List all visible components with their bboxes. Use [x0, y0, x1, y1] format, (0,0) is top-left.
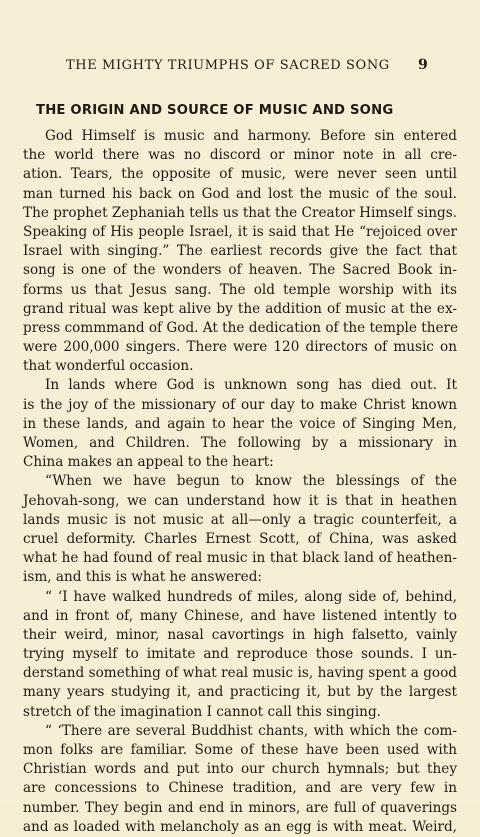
- text-line: trying myself to imitate and reproduce those sounds. I un-: [23, 646, 457, 663]
- text-line: lands music is not music at all—only a tragic counterfeit, a: [23, 511, 457, 528]
- text-line: is the joy of the missionary of our day to make Christ known: [23, 396, 457, 413]
- text-line: China makes an appeal to the heart:: [23, 454, 274, 471]
- text-line: Jehovah-song, we can understand how it is that in heathen: [23, 492, 457, 509]
- text-line: number. They begin and end in minors, are full of quaverings: [23, 799, 457, 816]
- text-line: song is one of the wonders of heaven. The Sacred Book in-: [23, 262, 457, 279]
- text-line: forms us that Jesus sang. The old temple worship with its: [23, 281, 457, 298]
- text-line: press commmand of God. At the dedication of the temple there: [23, 319, 459, 336]
- text-line: derstand something of what real music is, having spent a good: [23, 665, 457, 682]
- text-line: stretch of the imagination I cannot call this singing.: [23, 703, 381, 720]
- text-line: In lands where God is unknown song has died out. It: [45, 377, 457, 394]
- text-line: “When we have begun to know the blessings of the: [45, 473, 457, 490]
- text-line: “ ‘There are several Buddhist chants, with which the com-: [45, 722, 457, 739]
- text-line: Speaking of His people Israel, it is said that He “rejoiced over: [23, 223, 457, 240]
- text-line: and as loaded with melancholy as an egg is with meat. Weird,: [23, 818, 457, 835]
- text-line: man turned his back on God and lost the music of the soul.: [23, 185, 457, 202]
- section-title: THE ORIGIN AND SOURCE OF MUSIC AND SONG: [36, 103, 394, 118]
- text-line: the world there was no discord or minor note in all cre-: [23, 147, 457, 164]
- text-line: are concessions to Chinese tradition, and are very few in: [23, 780, 457, 797]
- text-line: cruel deformity. Charles Ernest Scott, of China, was asked: [23, 530, 457, 547]
- text-line: ation. Tears, the opposite of music, were never seen until: [23, 166, 457, 183]
- body-text: [23, 127, 457, 837]
- text-line: what he had found of real music in that black land of heathen-: [23, 550, 457, 567]
- page-number: 9: [418, 57, 428, 73]
- text-line: Women, and Children. The following by a missionary in: [23, 435, 457, 451]
- text-line: God Himself is music and harmony. Before sin entered: [45, 128, 457, 144]
- text-line: grand ritual was kept alive by the addition of music at the ex-: [23, 300, 457, 317]
- text-line: their weird, minor, nasal cavortings in high falsetto, vainly: [23, 626, 457, 643]
- text-line: Christian words and put into our church hymnals; but they: [23, 761, 457, 778]
- text-line: in these lands, and again to hear the voice of Singing Men,: [23, 415, 457, 432]
- text-line: “ ‘I have walked hundreds of miles, along side of, behind,: [45, 588, 457, 605]
- text-line: and in front of, many Chinese, and have listened intently to: [23, 607, 457, 624]
- running-head: THE MIGHTY TRIUMPHS OF SACRED SONG: [66, 58, 390, 73]
- text-line: were 200,000 singers. There were 120 directors of music on: [23, 339, 457, 356]
- text-line: The prophet Zephaniah tells us that the Creator Himself sings.: [23, 204, 457, 221]
- text-line: mon folks are familiar. Some of these have been used with: [23, 742, 457, 758]
- text-line: ism, and this is what he answered:: [23, 569, 262, 586]
- text-line: Israel with singing.” The earliest records give the fact that: [23, 243, 457, 260]
- text-line: that wonderful occasion.: [23, 358, 194, 375]
- text-line: many years studying it, and practicing it, but by the largest: [23, 684, 457, 701]
